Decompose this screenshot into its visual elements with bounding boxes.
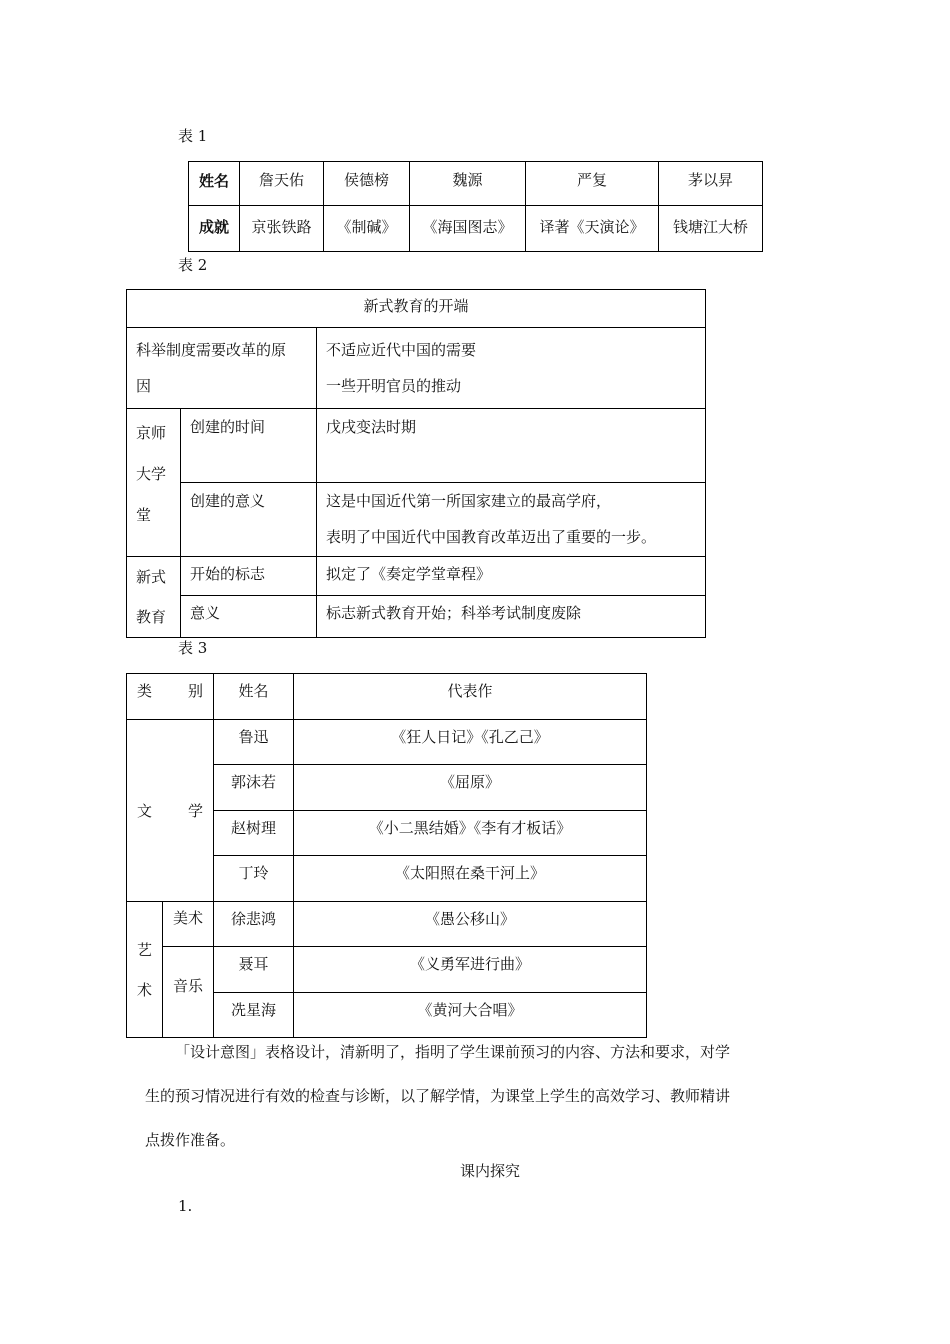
table2-reform-label [127,328,317,409]
table2-significance-line: 表明了中国近代中国教育改革迈出了重要的一步。 [326,528,657,546]
table2-reform-reason: 一些开明官员的推动 [326,377,462,395]
table2-title: 新式教育的开端 [127,290,706,328]
table3-header-works: 代表作 [294,674,647,720]
table3-author-name: 赵树理 [214,811,294,856]
table1-name-cell: 茅以昇 [659,162,763,206]
table2 [126,289,706,638]
design-intent-line: 点拨作准备。 [145,1131,236,1149]
table3-literature-char: 文 [137,801,153,820]
table3-work: 《狂人日记》《孔乙己》 [294,720,647,765]
table2-jingshi-label [127,409,181,557]
table3-author-name: 丁玲 [214,856,294,902]
table3-art-char: 艺 [136,940,152,959]
design-intent-line: 「设计意图」表格设计，清新明了，指明了学生课前预习的内容、方法和要求，对学 [175,1043,731,1061]
table1-achievement-cell: 京张铁路 [240,206,324,252]
table1-name-cell: 侯德榜 [324,162,410,206]
table3-work: 《义勇军进行曲》 [294,947,647,993]
table3-fine-arts-label: 美术 [163,902,214,947]
table1-achievement-cell: 译著《天演论》 [526,206,659,252]
table3-header-category-char: 类 [137,682,153,700]
table2-start-value: 拟定了《奏定学堂章程》 [317,557,706,596]
table3-header-name: 姓名 [214,674,294,720]
table2-meaning-label: 意义 [181,596,317,638]
table3-author-name: 聂耳 [214,947,294,993]
table3-work: 《黄河大合唱》 [294,993,647,1038]
table2-newedu-line: 新式 [136,568,167,586]
table2-significance-value [317,483,706,557]
table3-work: 《屈原》 [294,765,647,811]
table1-achievement-cell: 《制碱》 [324,206,410,252]
table1-name-cell: 严复 [526,162,659,206]
table1-achievement-cell: 钱塘江大桥 [659,206,763,252]
table1-name-cell: 詹天佑 [240,162,324,206]
table3 [126,673,647,1038]
list-item-number: 1. [178,1197,193,1215]
table3-literature-label [127,720,214,902]
table3-literature-char: 学 [187,801,203,820]
table2-founded-time-label: 创建的时间 [181,409,317,483]
table3-caption: 表 3 [178,639,208,657]
table1 [188,161,763,252]
table3-art-char: 术 [136,980,152,999]
table2-caption: 表 2 [178,256,208,274]
table1-achievement-label: 成就 [189,206,240,252]
table1-name-cell: 魏源 [410,162,526,206]
section-title: 课内探究 [459,1162,520,1180]
table2-newedu-label [127,557,181,638]
table1-caption: 表 1 [178,127,208,145]
design-intent-line: 生的预习情况进行有效的检查与诊断，以了解学情，为课堂上学生的高效学习、教师精讲 [145,1087,731,1105]
table3-author-name: 鲁迅 [214,720,294,765]
table1-achievement-cell: 《海国图志》 [410,206,526,252]
table2-reform-reason: 不适应近代中国的需要 [326,341,477,359]
table2-reform-label-line: 科举制度需要改革的原 [136,341,287,359]
table3-author-name: 徐悲鸿 [214,902,294,947]
table2-start-label: 开始的标志 [181,557,317,596]
table3-work: 《小二黑结婚》《李有才板话》 [294,811,647,856]
table2-reform-label-line: 因 [136,377,152,395]
table2-founded-time-value: 戊戌变法时期 [317,409,706,483]
table3-author-name: 郭沫若 [214,765,294,811]
table3-header-category-char: 别 [187,682,203,700]
table2-reform-reasons [317,328,706,409]
table3-art-label [127,902,163,1038]
table2-meaning-value: 标志新式教育开始；科举考试制度废除 [317,596,706,638]
design-intent-paragraph [145,1030,800,1162]
table3-author-name: 冼星海 [214,993,294,1038]
table3-work: 《愚公移山》 [294,902,647,947]
table3-header-category [127,674,214,720]
table2-jingshi-line: 大学 [136,465,167,483]
table2-newedu-line: 教育 [136,608,167,626]
table2-significance-label: 创建的意义 [181,483,317,557]
table1-name-label: 姓名 [189,162,240,206]
table2-jingshi-line: 堂 [136,506,152,524]
table3-music-label: 音乐 [163,947,214,1038]
table2-jingshi-line: 京师 [136,424,167,442]
table3-work: 《太阳照在桑干河上》 [294,856,647,902]
table2-significance-line: 这是中国近代第一所国家建立的最高学府， [326,492,612,510]
